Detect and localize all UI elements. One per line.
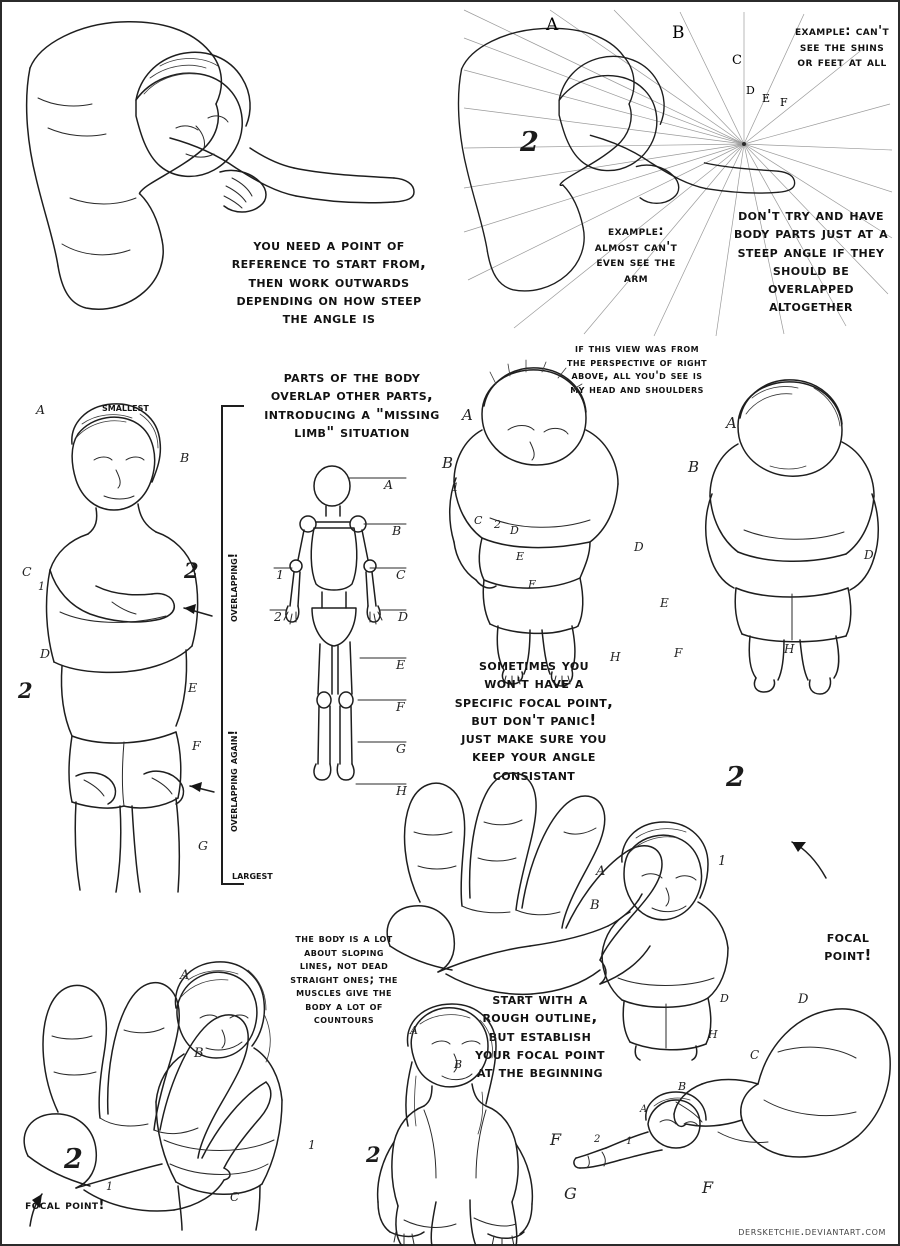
overlap-arrow-2 [190,782,214,792]
label-topdown-back-B: B [688,458,700,476]
label-largest: largest [232,868,273,882]
caption-example-shins: example: can't see the shins or feet at all [794,24,890,71]
label-topdown-1: 1 [452,481,459,494]
label-topdown-F-left: F [528,578,536,591]
label-topdown-E-left: E [516,550,525,563]
label-topdown-H-left: H [610,650,621,664]
label-lying-2: 2 [594,1134,601,1145]
label-topdown-F-right: F [674,646,683,660]
label-topdown-C: C [474,514,483,527]
label-sitting-B: B [454,1058,463,1071]
label-standing-B: B [180,450,190,465]
caption-overlap-parts: parts of the body overlap other parts, introducing a "missing limb" situation [264,368,440,441]
label-hand-bottom-C: C [230,1190,240,1204]
sitting-figure-drawing [320,1002,580,1246]
caption-example-arm: example: almost can't even see the arm [594,224,678,286]
step-number-2-hand-right: 2 [726,762,745,793]
caption-dont-try: don't try and have body parts just at a steep angle if they should be overlapped altogether [733,206,888,316]
svg-text:A: A [546,15,559,35]
label-topdown-D-right: D [634,540,644,554]
label-overlapping-1: overlapping! [226,552,240,622]
label-lying-C: C [750,1048,760,1062]
label-mannequin-E: E [396,657,406,672]
label-topdown-A: A [462,406,473,424]
panel-sitting-figure [320,1002,580,1246]
step-number-2-sitting: 2 [366,1142,381,1167]
svg-text:C: C [732,53,742,68]
lying-figure-bottom-drawing [572,992,894,1208]
label-hand-B: B [590,898,600,913]
caption-rough-outline: start with a rough outline, but establish your focal point at the beginning [475,990,605,1082]
label-sitting-F: F [550,1130,562,1149]
label-hand-bottom-1: 1 [106,1180,113,1193]
label-lying-1: 1 [626,1136,633,1147]
label-hand-1: 1 [718,854,727,869]
panel-figure-behind-hand-bottom [148,954,288,1234]
label-mannequin-F: F [396,699,405,714]
label-standing-C: C [22,564,32,579]
label-mannequin-num-2: 2 [274,609,282,624]
label-mannequin-H: H [396,783,407,798]
label-standing-num-2b: 2 [18,678,33,703]
label-topdown-E-right: E [660,596,669,610]
label-sitting-1: 1 [308,1138,316,1152]
label-hand-bottom-B: B [194,1046,204,1061]
svg-text:D: D [746,84,755,97]
label-sitting-A: A [410,1024,418,1037]
topdown-back-drawing [682,370,894,682]
label-mannequin-D: D [398,609,409,624]
label-standing-F: F [192,738,201,753]
label-standing-D: D [40,646,51,661]
step-number-2-panel2: 2 [520,127,539,158]
label-lying-F: F [702,1178,714,1197]
label-topdown-back-H: H [784,642,795,656]
label-topdown-2: 2 [494,518,501,531]
figure-behind-hand-bottom-drawing [148,954,288,1234]
label-mannequin-G: G [396,741,406,756]
panel-topdown-back [682,370,894,682]
svg-text:F: F [780,96,788,109]
label-hand-D: D [720,992,729,1005]
label-focal-point-bottom: focal point! [25,1198,105,1213]
label-topdown-B: B [442,454,454,472]
label-standing-A: A [36,402,46,417]
caption-sloping-lines: the body is a lot about sloping lines, not dead straight ones; the muscles give the body a lot of countours [290,931,398,1027]
label-topdown-D-left: D [510,524,519,537]
step-number-2-hand-bottom: 2 [64,1144,83,1175]
label-topdown-back-A: A [726,414,737,432]
caption-reference-point: you need a point of reference to start from, then work outwards depending on how steep the angle is [231,236,427,328]
caption-right-above-text: if this view was from the perspective of right above, all you'd see is my head and shoulders [567,341,707,396]
label-mannequin-C: C [396,567,406,582]
label-lying-A: A [640,1104,648,1115]
panel-lying-figure-bottom-right [572,992,894,1208]
label-lying-D: D [798,992,809,1007]
svg-text:E: E [762,92,771,105]
label-mannequin-B: B [392,523,402,538]
label-hand-A: A [596,864,606,879]
label-lying-B: B [678,1080,687,1093]
svg-text:B: B [672,23,685,43]
label-hand-H: H [708,1028,718,1041]
label-overlapping-2: overlapping again! [226,730,240,832]
label-topdown-back-D: D [864,548,874,562]
label-standing-G: G [198,838,208,853]
caption-no-focal-point: sometimes you won't have a specific focal point, but don't panic! just make sure you keep your angle consistant [454,656,614,784]
label-focal-point-right: focal point! [824,928,872,965]
label-standing-num-1: 1 [38,580,45,593]
label-smallest: smallest [102,400,149,414]
label-hand-bottom-A: A [180,968,190,983]
label-standing-E: E [188,680,198,695]
label-mannequin-A: A [384,477,394,492]
label-standing-num-2a: 2 [184,558,199,583]
focal-point-arrow-right [792,842,826,878]
label-sitting-G: G [564,1184,577,1203]
label-mannequin-num-1: 1 [276,567,284,582]
artist-signature[interactable]: dersketchie.deviantart.com [738,1224,886,1238]
